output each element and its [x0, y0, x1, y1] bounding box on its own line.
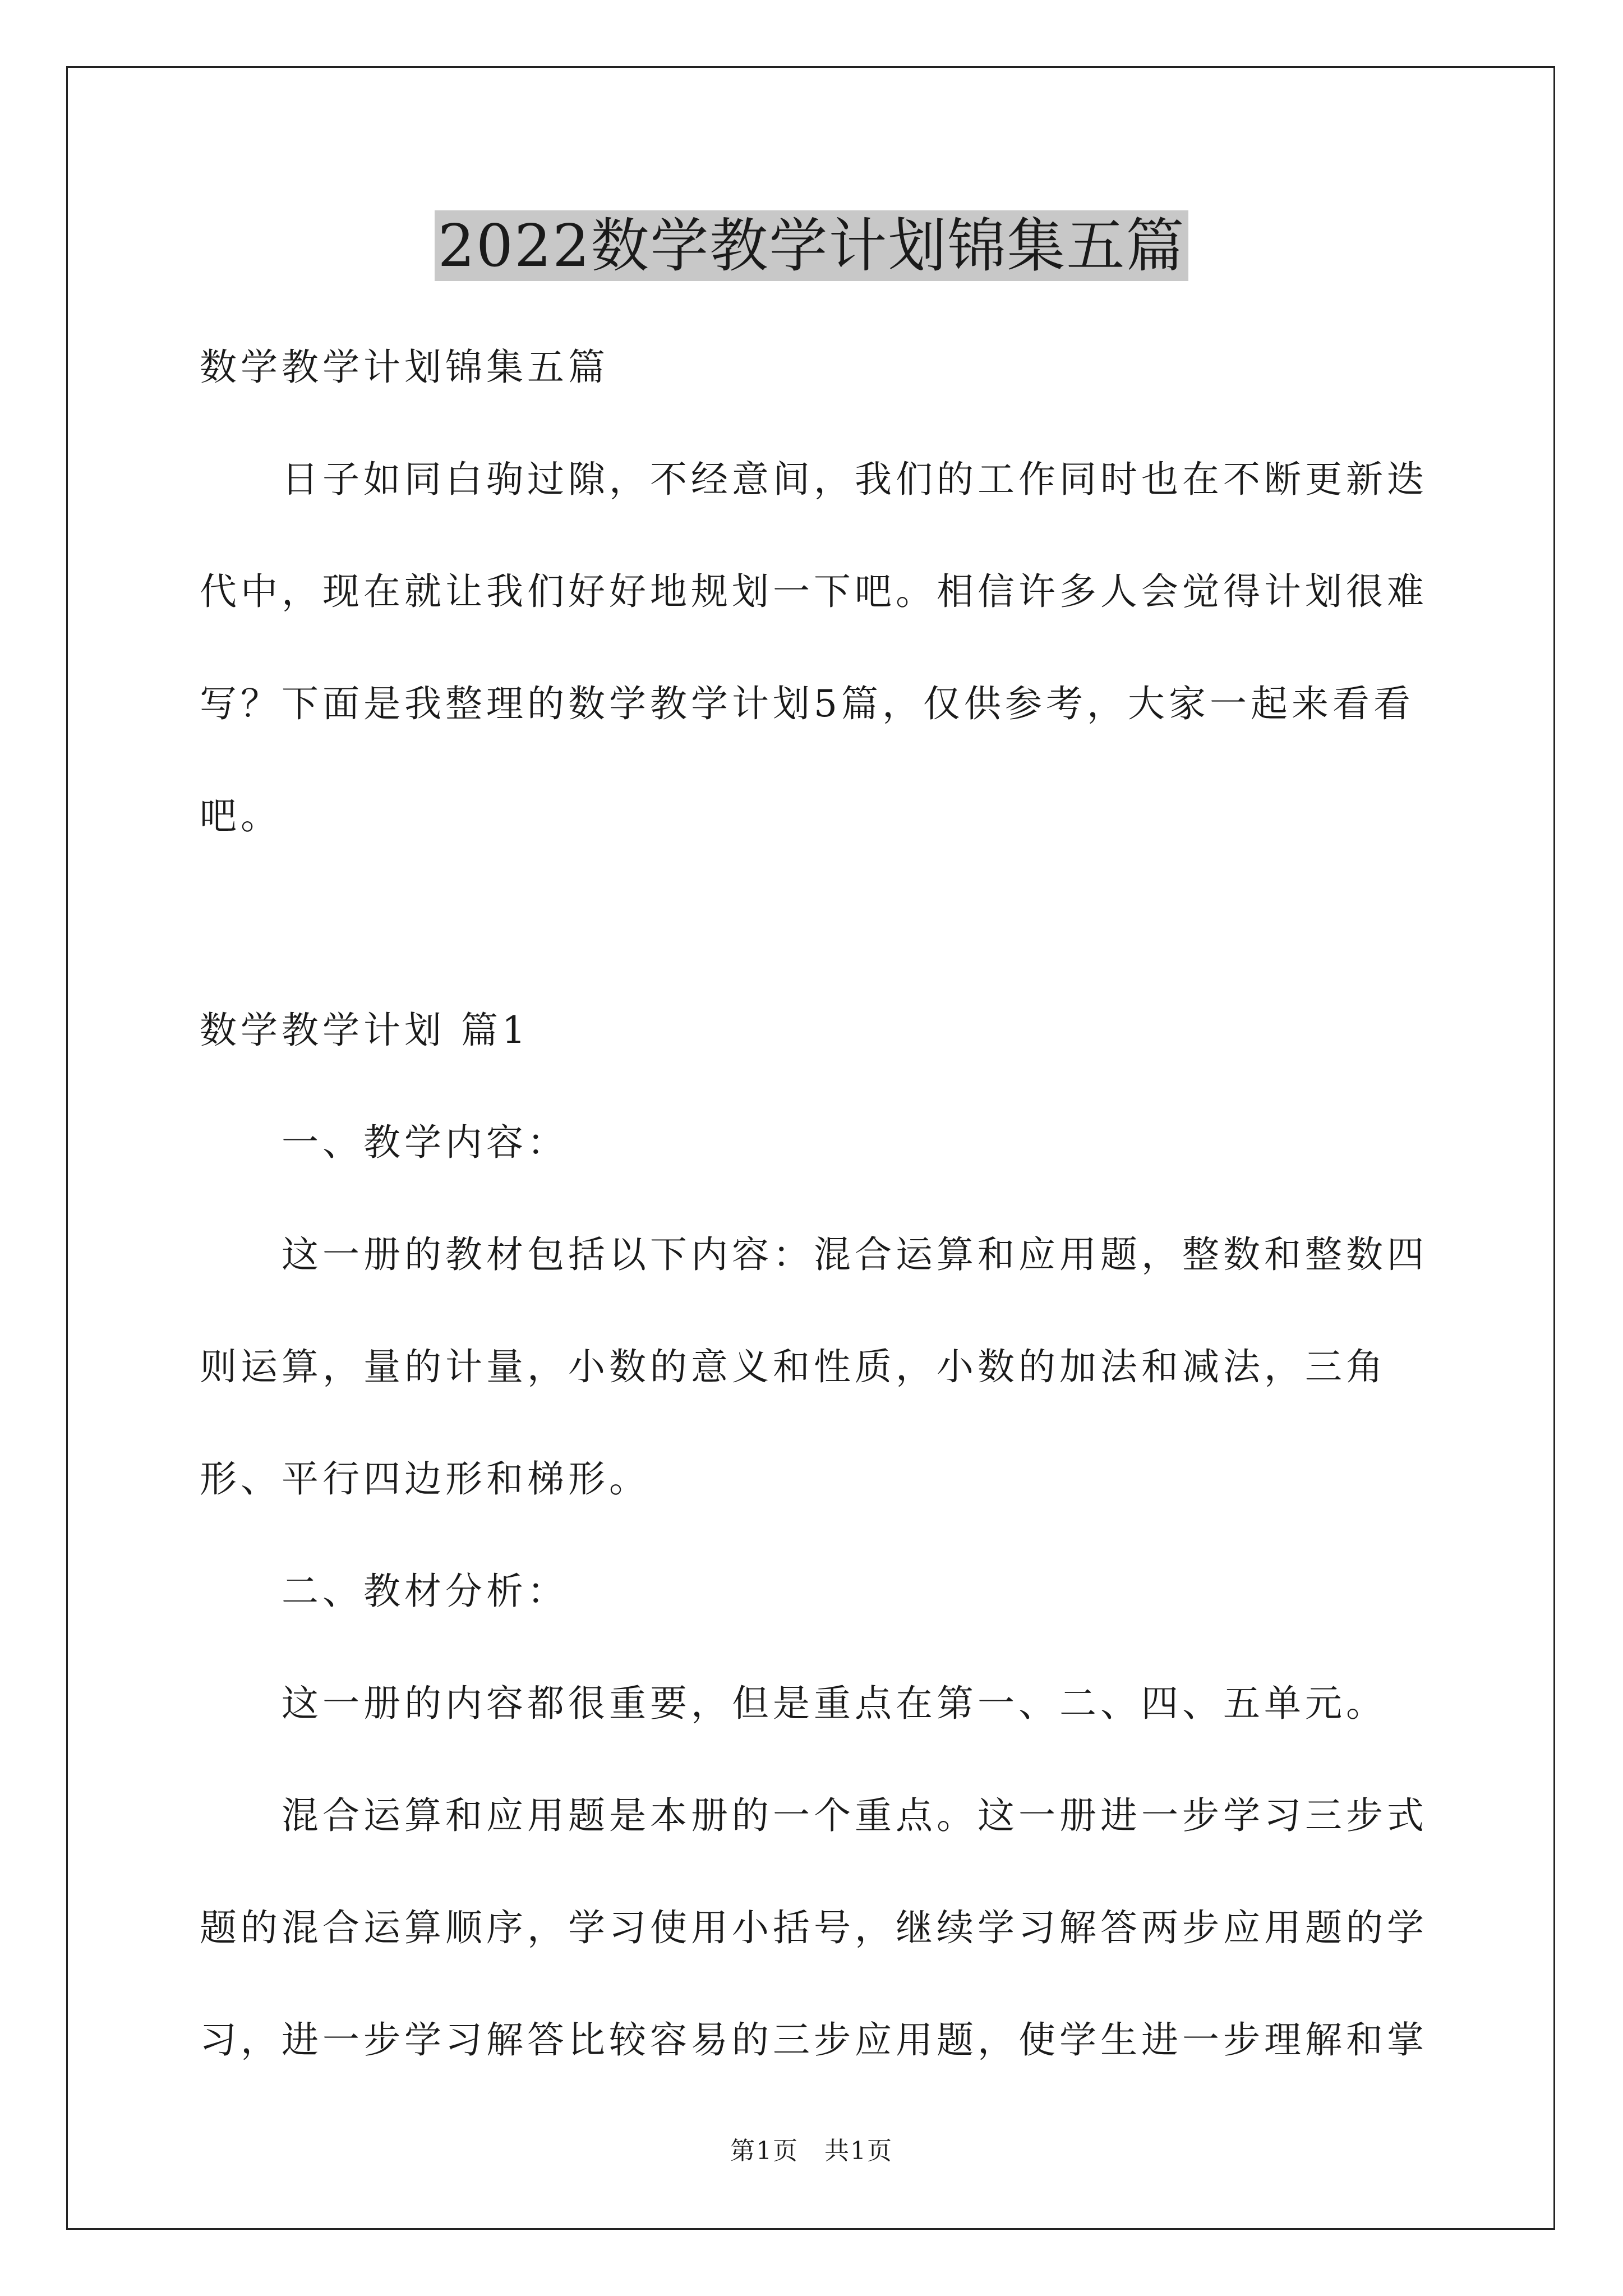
content-heading: 一、教学内容：: [282, 1121, 568, 1164]
page-number: 第1页 共1页: [730, 2137, 893, 2165]
analysis-paragraph-1: 这一册的内容都很重要，但是重点在第一、二、四、五单元。: [282, 1682, 1387, 1725]
section-1: [200, 974, 1436, 2096]
subtitle: 数学教学计划锦集五篇: [200, 346, 609, 389]
content-paragraph: 这一册的教材包括以下内容：混合运算和应用题，整数和整数四则运算，量的计量，小数的意义和性质，小数的加法和减法，三角形、平行四边形和梯形。: [200, 1233, 1428, 1501]
section-1-heading: 数学教学计划 篇1: [200, 1009, 529, 1052]
document-title-text: 2022数学教学计划锦集五篇: [435, 210, 1189, 281]
analysis-heading: 二、教材分析：: [282, 1570, 568, 1613]
page-footer: [0, 2134, 1623, 2168]
document-body: [200, 311, 1436, 872]
document-title: [0, 206, 1623, 285]
intro-paragraph: 日子如同白驹过隙，不经意间，我们的工作同时也在不断更新迭代中，现在就让我们好好地规划一下吧。相信许多人会觉得计划很难写？下面是我整理的数学教学计划5篇，仅供参考，大家一起来看看吧。: [200, 458, 1428, 838]
analysis-paragraph-2: 混合运算和应用题是本册的一个重点。这一册进一步学习三步式题的混合运算顺序，学习使用小括号，继续学习解答两步应用题的学习，进一步学习解答比较容易的三步应用题，使学生进一步理解和掌: [200, 1794, 1428, 2062]
